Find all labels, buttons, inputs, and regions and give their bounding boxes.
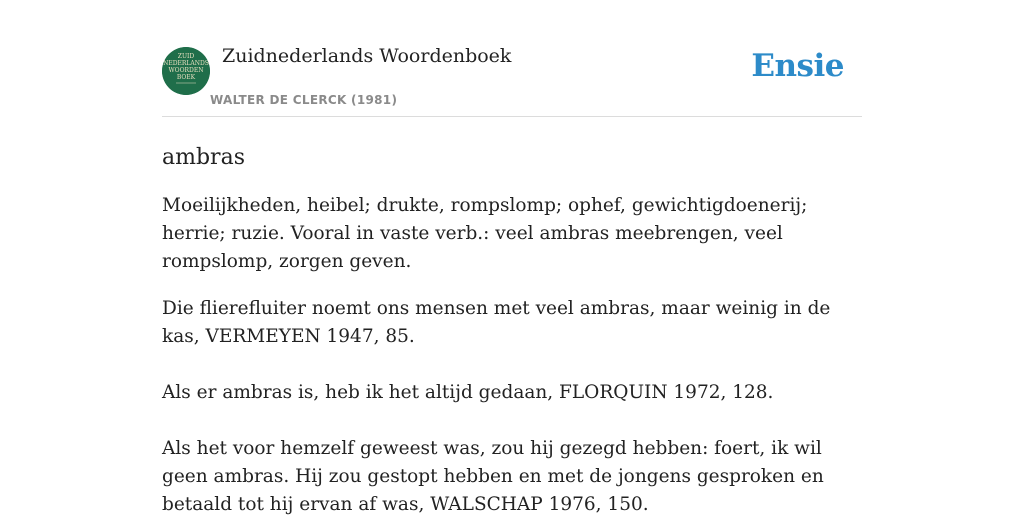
svg-text:ZUID: ZUID xyxy=(177,53,195,60)
book-cover-logo-icon[interactable] xyxy=(162,47,210,95)
entry-headword: ambras xyxy=(162,145,245,170)
brand-logo[interactable]: Ensie xyxy=(751,48,844,84)
source-title[interactable]: Zuidnederlands Woordenboek xyxy=(222,45,512,67)
page-container xyxy=(162,0,862,519)
logo-graphic xyxy=(162,47,210,95)
source-header xyxy=(162,0,862,117)
entry-definition: Moeilijkheden, heibel; drukte, rompslomp; ophef, gewichtigdoenerij; herrie; ruzie. Vooral in vaste verb.: veel ambras meebrengen, veel rompslomp, zorgen geven. xyxy=(162,195,808,272)
svg-text:NEDERLANDS: NEDERLANDS xyxy=(163,60,209,67)
entry-quote: Als er ambras is, heb ik het altijd gedaan, FLORQUIN 1972, 128. xyxy=(162,382,774,403)
source-author: WALTER DE CLERCK (1981) xyxy=(210,93,398,107)
entry-quote: Als het voor hemzelf geweest was, zou hij gezegd hebben: foert, ik wil geen ambras. Hij zou gestopt hebben en met de jongens gesproken en betaald tot hij ervan af was, WALSCHAP 1976, 150. xyxy=(162,438,824,515)
svg-text:WOORDEN: WOORDEN xyxy=(168,67,204,74)
svg-text:BOEK: BOEK xyxy=(176,74,196,81)
entry-quote: Die flierefluiter noemt ons mensen met veel ambras, maar weinig in de kas, VERMEYEN 1947, 85. xyxy=(162,298,831,347)
